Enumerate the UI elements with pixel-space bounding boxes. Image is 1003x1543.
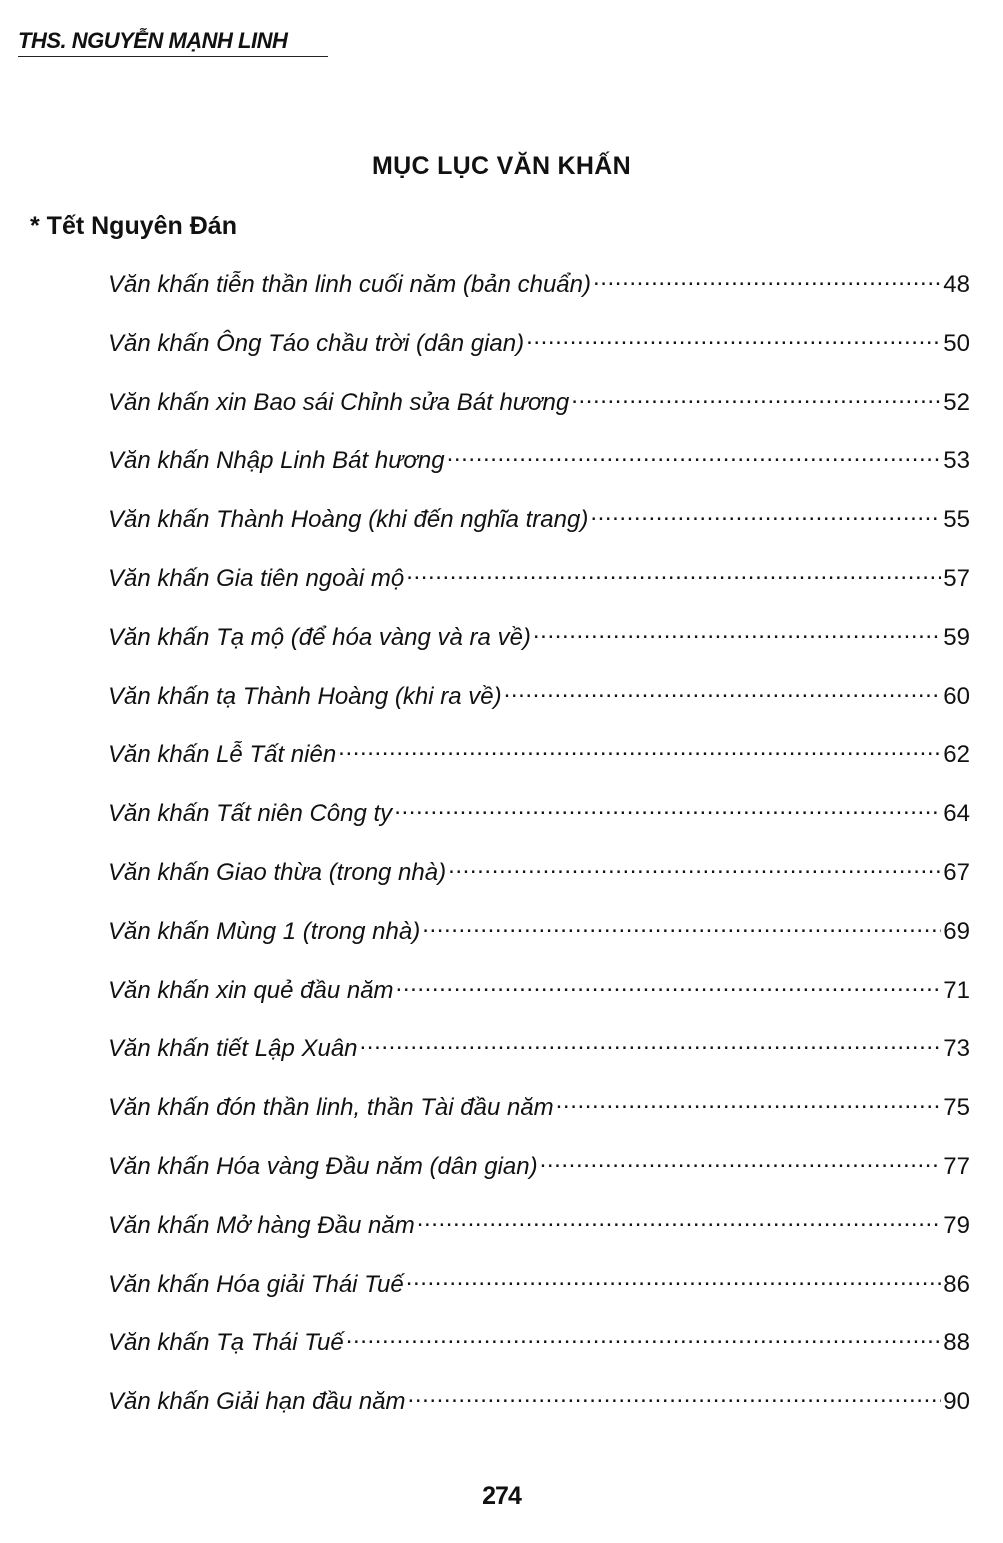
toc-entry-page: 60	[943, 682, 970, 710]
toc-leader	[504, 680, 942, 704]
toc-entry-page: 77	[943, 1152, 970, 1180]
toc-entry-title: Văn khấn Ông Táo chầu trời (dân gian)	[108, 329, 525, 357]
toc-entry-title: Văn khấn Mùng 1 (trong nhà)	[108, 917, 421, 945]
toc-entry-page: 88	[943, 1329, 970, 1357]
page-number: 274	[482, 1482, 521, 1510]
toc-leader	[360, 1032, 942, 1056]
toc-leader	[338, 738, 941, 762]
toc-leader	[447, 444, 942, 468]
toc-entry	[108, 974, 970, 1033]
toc-entry-page: 67	[943, 858, 970, 886]
toc-entry-title: Văn khấn Thành Hoàng (khi đến nghĩa trang)	[108, 506, 589, 534]
toc-leader	[394, 797, 941, 821]
toc-leader	[417, 1209, 942, 1233]
toc-entry-page: 64	[943, 800, 970, 828]
toc-entry	[108, 503, 970, 562]
toc-entry-page: 52	[943, 388, 970, 416]
toc-entry-title: Văn khấn Hóa vàng Đầu năm (dân gian)	[108, 1152, 538, 1180]
toc-leader	[346, 1326, 942, 1350]
toc-entry-title: Văn khấn tạ Thành Hoàng (khi ra về)	[108, 682, 502, 710]
toc-leader	[590, 503, 941, 527]
toc-entry-title: Văn khấn xin quẻ đầu năm	[108, 976, 394, 1004]
toc-entry-title: Văn khấn Hóa giải Thái Tuế	[108, 1270, 404, 1298]
toc-entry-title: Văn khấn Tất niên Công ty	[108, 800, 393, 828]
toc-entry-page: 86	[943, 1270, 970, 1298]
toc-entry-title: Văn khấn xin Bao sái Chỉnh sửa Bát hương	[108, 388, 570, 416]
toc-entry	[108, 738, 970, 797]
toc-entry-title: Văn khấn Tạ Thái Tuế	[108, 1329, 344, 1357]
toc-entry	[108, 444, 970, 503]
toc-leader	[571, 386, 941, 410]
toc-entry-page: 73	[943, 1035, 970, 1063]
running-header	[18, 28, 328, 57]
toc-entry-title: Văn khấn tiết Lập Xuân	[108, 1035, 358, 1063]
toc-leader	[406, 1268, 942, 1292]
toc-entry	[108, 1209, 970, 1268]
toc-leader	[540, 1150, 942, 1174]
page-title: MỤC LỤC VĂN KHẤN	[372, 152, 631, 180]
toc-entry-title: Văn khấn Lễ Tất niên	[108, 741, 337, 769]
toc-entry-page: 75	[943, 1094, 970, 1122]
toc-entry-page: 48	[943, 271, 970, 298]
toc-entry	[108, 327, 970, 386]
toc-entry-page: 69	[943, 917, 970, 945]
toc-entry	[108, 1032, 970, 1091]
toc-entry	[108, 1150, 970, 1209]
toc-entry	[108, 797, 970, 856]
toc-entry	[108, 915, 970, 974]
toc-entry-title: Văn khấn tiễn thần linh cuối năm (bản chuẩn)	[108, 271, 591, 298]
toc-leader	[422, 915, 941, 939]
toc-leader	[406, 562, 941, 586]
toc-list	[108, 268, 970, 1444]
toc-entry	[108, 1268, 970, 1327]
toc-leader	[396, 974, 942, 998]
toc-entry	[108, 680, 970, 739]
toc-entry	[108, 562, 970, 621]
toc-entry-title: Văn khấn Mở hàng Đầu năm	[108, 1211, 415, 1239]
toc-entry-page: 79	[943, 1211, 970, 1239]
toc-entry-title: Văn khấn đón thần linh, thần Tài đầu năm	[108, 1094, 554, 1122]
toc-entry-page: 62	[943, 741, 970, 769]
toc-entry	[108, 1091, 970, 1150]
toc-entry	[108, 1385, 970, 1444]
toc-entry-page: 71	[943, 976, 970, 1004]
toc-entry	[108, 621, 970, 680]
toc-entry-title: Văn khấn Tạ mộ (để hóa vàng và ra về)	[108, 623, 531, 651]
toc-leader	[448, 856, 941, 880]
toc-entry-title: Văn khấn Gia tiên ngoài mộ	[108, 564, 405, 592]
toc-entry	[108, 268, 970, 327]
toc-entry-page: 57	[943, 564, 970, 592]
toc-leader	[533, 621, 941, 645]
toc-leader	[556, 1091, 942, 1115]
toc-entry-page: 53	[943, 447, 970, 475]
toc-entry-title: Văn khấn Nhập Linh Bát hương	[108, 447, 445, 475]
running-header-text: THS. NGUYỄN MẠNH LINH	[18, 28, 288, 53]
toc-entry	[108, 1326, 970, 1385]
toc-leader	[593, 268, 941, 292]
toc-entry-title: Văn khấn Giao thừa (trong nhà)	[108, 858, 447, 886]
toc-entry-page: 55	[943, 506, 970, 534]
toc-leader	[408, 1385, 942, 1409]
toc-entry-page: 50	[943, 329, 970, 357]
toc-entry-page: 90	[943, 1388, 970, 1416]
toc-entry	[108, 856, 970, 915]
toc-entry-title: Văn khấn Giải hạn đầu năm	[108, 1388, 406, 1416]
toc-entry	[108, 386, 970, 445]
section-heading: * Tết Nguyên Đán	[30, 212, 237, 240]
toc-leader	[526, 327, 941, 351]
toc-entry-page: 59	[943, 623, 970, 651]
